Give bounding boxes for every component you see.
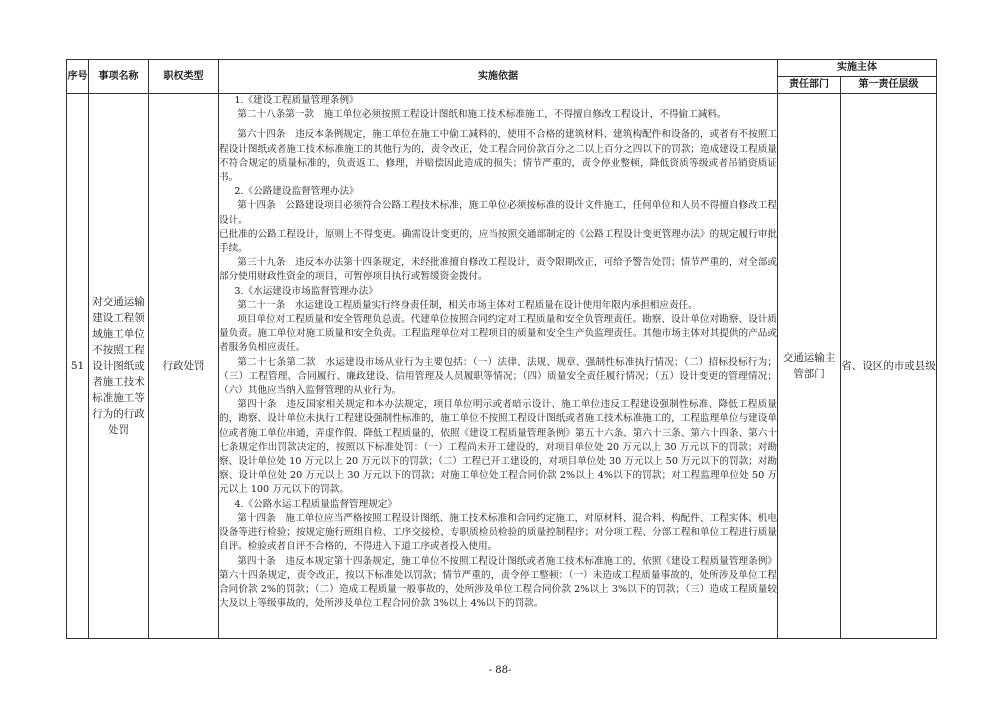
header-item-name: 事项名称	[89, 60, 149, 94]
basis-paragraph: 第十四条 施工单位应当严格按照工程设计图纸、施工技术标准和合同约定施工，对原材料、混合料、构配件、工程实体、机电设备等进行检验；按规定施行班组自检、工序交接检、专职质检员检验的质量控制程序；对分项工程、分部工程和单位工程进行质量自评。检验或者自评不合格的，不得进入下道工序或者投入使用。	[219, 512, 777, 553]
basis-paragraph: 项目单位对工程质量和安全管理负总责。代建单位按照合同约定对工程质量和安全负管理责任。勘察、设计单位对勘察、设计质量负责。施工单位对施工质量和安全负责。工程监理单位对工程项目的质量和安全生产负监理责任。其他市场主体对其提供的产品或者服务负相应责任。	[219, 314, 777, 354]
basis-paragraph: 已批准的公路工程设计，原则上不得变更。确需设计变更的，应当按照交通部制定的《公路工程设计变更管理办法》的规定履行审批手续。	[219, 228, 777, 255]
basis-paragraph: 第四十条 违反本规定第十四条规定，施工单位不按照工程设计图纸或者施工技术标准施工的，依照《建设工程质量管理条例》第六十四条规定，责令改正，按以下标准处以罚款；情节严重的，责令停工整顿：（一）未造成工程质量事故的，处所涉及单位工程合同价款 2%的罚款；（二）造成工程质量一般事故的，处所涉及单位工程合同价款 2%以上 3%以下的罚款；（三）造成工程质量较大及以上等级事故的，处所涉及单位工程合同价款 3%以上 4%以下的罚款。	[219, 555, 777, 610]
header-power-type: 职权类型	[149, 60, 219, 94]
basis-paragraph: 第二十八条第一款 施工单位必须按照工程设计图纸和施工技术标准施工，不得擅自修改工程设计，不得偷工减料。	[237, 109, 727, 121]
basis-paragraph: 1.《建设工程质量管理条例》	[234, 95, 359, 106]
row-item-name: 对交通运输建设工程领域施工单位不按照工程设计图纸或者施工技术标准施工等行为的行政处罚	[89, 94, 149, 639]
table-row	[67, 94, 937, 639]
row-power-type: 行政处罚	[149, 94, 219, 639]
page-number: - 88-	[488, 665, 512, 676]
row-level: 省、设区的市或县级	[841, 94, 937, 639]
row-basis	[219, 94, 778, 639]
row-dept: 交通运输主管部门	[778, 94, 841, 639]
basis-paragraph: 第二十七条第二款 水运建设市场从业行为主要包括：（一）法律、法规、规章、强制性标准执行情况；（二）招标投标行为；（三）工程管理、合同履行、廉政建设、信用管理及人员履职等情况；（四）质量安全责任履行情况；（五）设计变更的管理情况；（六）其他应当纳入监督管理的从业行为。	[219, 356, 777, 397]
basis-paragraph: 第四十条 违反国家相关规定和本办法规定，项目单位明示或者暗示设计、施工单位违反工程建设强制性标准、降低工程质量的，勘察、设计单位未执行工程建设强制性标准的，施工单位不按照工程设计图纸或者施工技术标准施工的，工程监理单位与建设单位或者施工单位串通，弄虚作假、降低工程质量的，依照《建设工程质量管理条例》第五十六条、第六十三条、第六十四条、第六十七条规定作出罚款决定的，按照以下标准处罚：（一）工程尚未开工建设的，对项目单位处 20 万元以上 30 万元以下的罚款；对勘察、设计单位处 10 万元以上 20 万元以下的罚款；（二）工程已开工建设的，对项目单位处 30 万元以上 50 万元以下的罚款；对勘察、设计单位处 20 万元以上 30 万元以下的罚款；对施工单位处工程合同价款 2%以上 4%以下的罚款；对工程监理单位处 50 万元以上 100 万元以下的罚款。	[219, 399, 777, 496]
basis-paragraph: 3.《水运建设市场监督管理办法》	[234, 285, 378, 297]
header-basis: 实施依据	[219, 60, 778, 94]
basis-paragraph: 4.《公路水运工程质量监督管理规定》	[234, 498, 398, 510]
row-seq: 51	[67, 94, 89, 639]
header-dept: 责任部门	[778, 77, 841, 94]
basis-paragraph: 第六十四条 违反本条例规定，施工单位在施工中偷工减料的，使用不合格的建筑材料、建筑构配件和设备的，或者有不按照工程设计图纸或者施工技术标准施工的其他行为的，责令改正，处工程合同价款百分之二以上百分之四以下的罚款；造成建设工程质量不符合规定的质量标准的，负责返工、修理，并赔偿因此造成的损失；情节严重的，责令停业整顿，降低资质等级或者吊销资质证书。	[219, 129, 777, 184]
header-subject: 实施主体	[778, 60, 937, 77]
enforcement-table	[66, 59, 937, 639]
header-seq: 序号	[67, 60, 89, 94]
basis-paragraph: 第十四条 公路建设项目必须符合公路工程技术标准，施工单位必须按标准的设计文件施工，任何单位和人员不得擅自修改工程设计。	[219, 200, 777, 226]
basis-paragraph: 2.《公路建设监督管理办法》	[234, 186, 359, 198]
basis-paragraph: 第三十九条 违反本办法第十四条规定，未经批准擅自修改工程设计，责令限期改正，可给予警告处罚；情节严重的，对全部或部分使用财政性资金的项目，可暂停项目执行或暂缓资金拨付。	[219, 257, 777, 283]
header-level: 第一责任层级	[841, 77, 937, 94]
basis-paragraph: 第二十一条 水运建设工程质量实行终身责任制，相关市场主体对工程质量在设计使用年限内承担相应责任。	[237, 299, 698, 311]
